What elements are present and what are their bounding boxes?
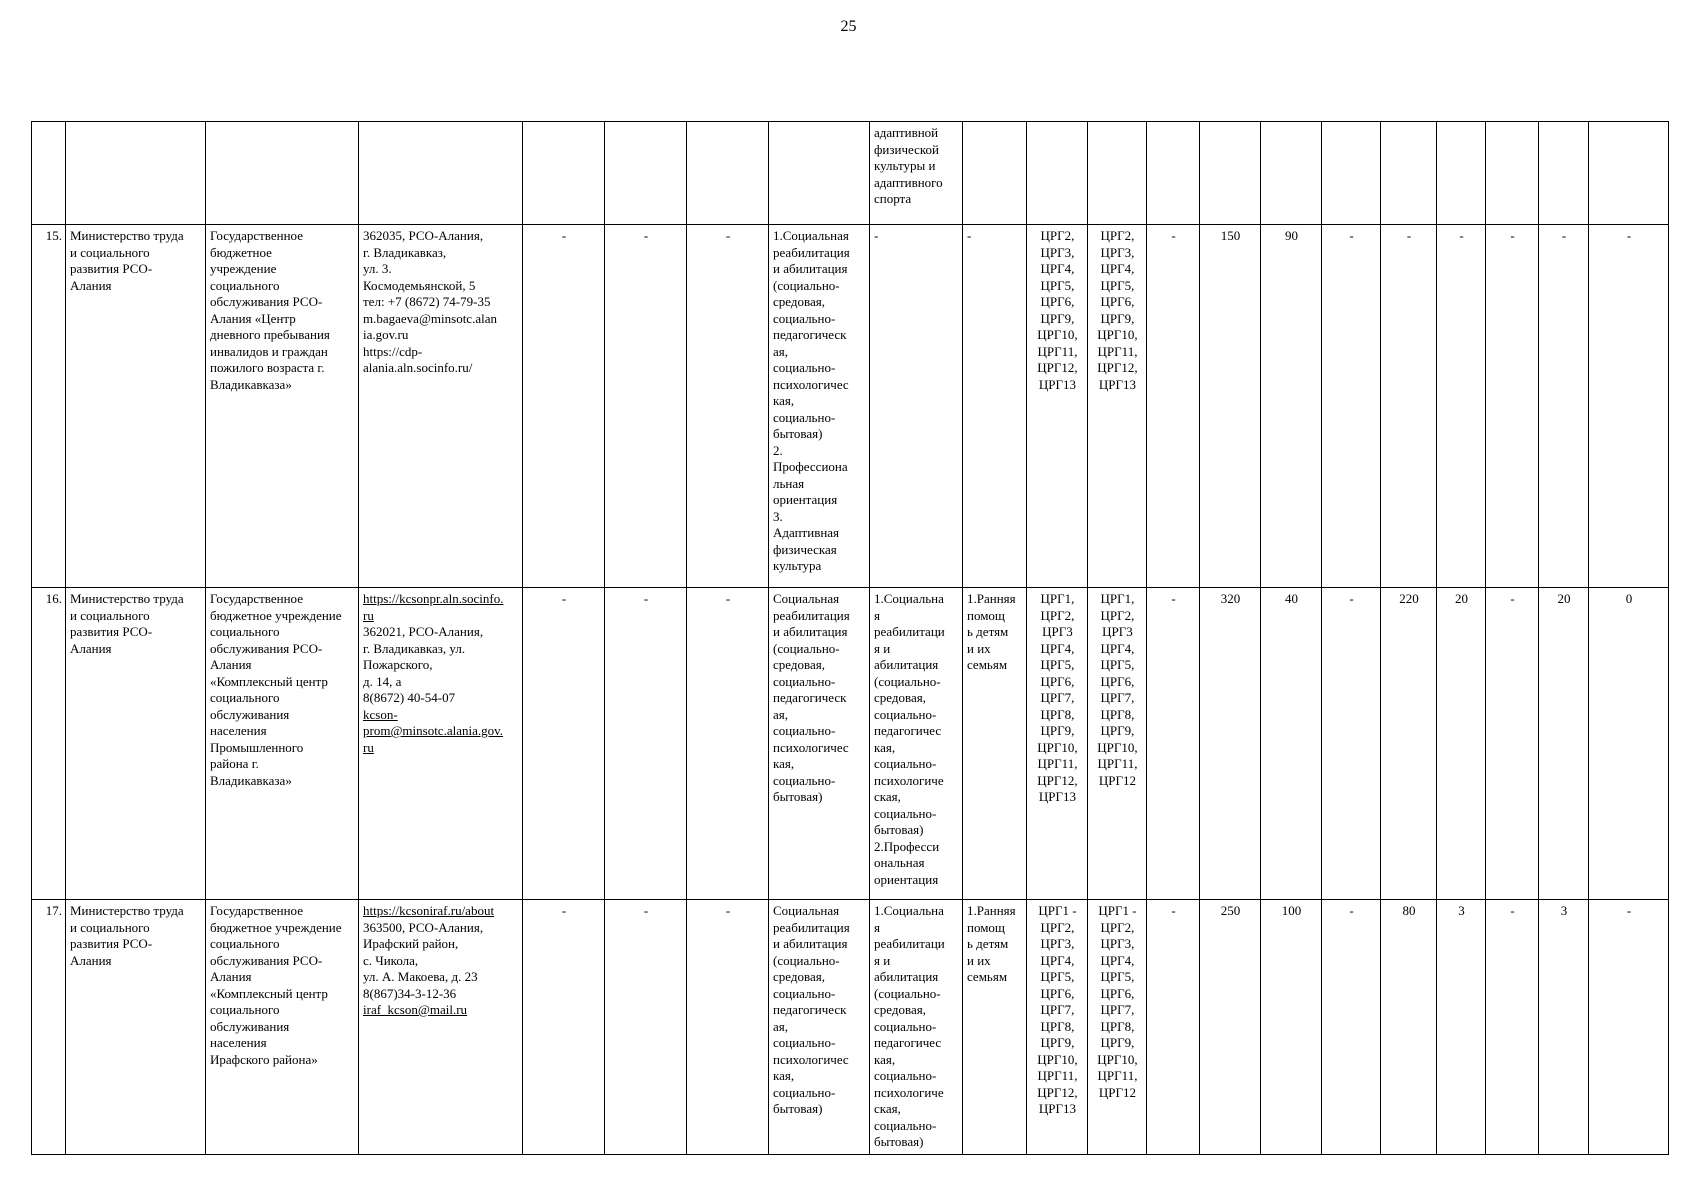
value-text-3: 100: [1281, 903, 1302, 918]
value-cell-4: [1322, 588, 1381, 900]
programs-text: 1.Социальна я реабилитаци я и абилитация (социально- средовая, социально- педагогичес кая, социально- психологиче ская, социально- бытовая) 2.Професси ональная ориентация: [874, 591, 945, 887]
institution-cell: [206, 225, 359, 588]
services-cell: [769, 122, 870, 225]
col6-text: -: [643, 228, 649, 243]
target-groups-cell: [1027, 588, 1088, 900]
ministry-cell: [66, 900, 206, 1155]
value-cell-5: [1381, 588, 1437, 900]
value-text-7: -: [1510, 903, 1515, 918]
programs-text: адаптивной физической культуры и адаптивного спорта: [874, 125, 943, 206]
value-cell-7: [1486, 900, 1539, 1155]
col6-cell: [605, 900, 687, 1155]
ministry-cell: [66, 122, 206, 225]
value-cell-5: [1381, 225, 1437, 588]
value-text-7: -: [1510, 228, 1515, 243]
target-groups-cell: [1027, 900, 1088, 1155]
col7-cell: [687, 588, 769, 900]
value-cell-6: [1437, 122, 1486, 225]
ministry-text: Министерство труда и социального развития РСО- Алания: [70, 591, 184, 656]
services-text: 1.Социальная реабилитация и абилитация (социально- средовая, социально- педагогическ ая, социально- психологичес кая, социально- бытовая) 2. Профессиона льная ориентация 3. Адаптивная физическая культура: [773, 228, 850, 573]
contacts-cell: [359, 122, 523, 225]
col7-text: -: [725, 591, 731, 606]
programs-cell: [870, 588, 963, 900]
target-groups-text: ЦРГ1, ЦРГ2, ЦРГ3 ЦРГ4, ЦРГ5, ЦРГ6, ЦРГ7, ЦРГ8, ЦРГ9, ЦРГ10, ЦРГ11, ЦРГ12, ЦРГ13: [1037, 591, 1078, 804]
early-help-cell: [963, 900, 1027, 1155]
value-text-2: 250: [1220, 903, 1241, 918]
value-cell-6: [1437, 588, 1486, 900]
value-text-3: 90: [1285, 228, 1298, 243]
early-help-text: 1.Ранняя помощ ь детям и их семьям: [967, 903, 1016, 984]
ministry-cell: [66, 225, 206, 588]
services-cell: [769, 225, 870, 588]
contacts-cell: [359, 225, 523, 588]
col6-text: -: [643, 903, 649, 918]
value-cell-4: [1322, 122, 1381, 225]
value-cell-3: [1261, 588, 1322, 900]
value-cell-3: [1261, 122, 1322, 225]
row-number-text: 16.: [45, 591, 62, 606]
value-cell-9: [1589, 900, 1669, 1155]
ministry-text: Министерство труда и социального развития РСО- Алания: [70, 228, 184, 293]
row-number-cell: [32, 225, 66, 588]
value-cell-4: [1322, 225, 1381, 588]
early-help-cell: [963, 588, 1027, 900]
institution-cell: [206, 122, 359, 225]
col6-text: -: [643, 591, 649, 606]
institution-text: Государственное бюджетное учреждение социального обслуживания РСО- Алания «Комплексный центр социального обслуживания населения Ирафского района»: [210, 903, 342, 1067]
value-text-6: 3: [1458, 903, 1465, 918]
value-text-3: 40: [1285, 591, 1298, 606]
email-link[interactable]: iraf_kcson@mail.ru: [363, 1002, 468, 1017]
col7-text: -: [725, 903, 731, 918]
col6-cell: [605, 588, 687, 900]
value-cell-1: [1147, 225, 1200, 588]
contacts-text: 363500, РСО-Алания, Ирафский район, с. Чикола, ул. А. Макоева, д. 23 8(867)34-3-12-36: [363, 919, 484, 1001]
institution-text: Государственное бюджетное учреждение социального обслуживания РСО- Алания «Центр дневного пребывания инвалидов и граждан пожилого возраста г. Владикавказа»: [210, 228, 330, 392]
programs-text: 1.Социальна я реабилитаци я и абилитация (социально- средовая, социально- педагогичес кая, социально- психологиче ская, социально- бытовая): [874, 903, 945, 1149]
page-number: 25: [840, 18, 857, 35]
value-cell-9: [1589, 588, 1669, 900]
value-text-9: 0: [1625, 591, 1633, 606]
col5-cell: [523, 122, 605, 225]
col5-cell: [523, 588, 605, 900]
value-cell-2: [1200, 588, 1261, 900]
value-text-5: 80: [1402, 903, 1416, 918]
target-groups-cell: [1027, 122, 1088, 225]
value-text-6: 20: [1455, 591, 1468, 606]
organizations-table: [31, 121, 1669, 1155]
programs-cell: [870, 225, 963, 588]
services-cell: [769, 900, 870, 1155]
value-text-1: -: [1171, 903, 1176, 918]
programs-cell: [870, 122, 963, 225]
value-cell-7: [1486, 588, 1539, 900]
target-groups-served-cell: [1088, 225, 1147, 588]
row-number-cell: [32, 122, 66, 225]
value-text-4: -: [1349, 903, 1354, 918]
value-text-2: 320: [1220, 591, 1241, 606]
value-text-5: 220: [1399, 591, 1419, 606]
programs-cell: [870, 900, 963, 1155]
contacts-cell: [359, 588, 523, 900]
early-help-text: -: [967, 228, 972, 243]
value-cell-2: [1200, 225, 1261, 588]
target-groups-served-cell: [1088, 588, 1147, 900]
value-cell-8: [1539, 225, 1589, 588]
programs-text: -: [874, 228, 879, 243]
contacts-text: 362035, РСО-Алания, г. Владикавказ, ул. 3. Космодемьянской, 5 тел: +7 (8672) 74-79-35 m.bagaeva@minsotc.alan ia.gov.ru https://cdp- alania.aln.socinfo.ru/: [363, 228, 497, 375]
value-cell-3: [1261, 900, 1322, 1155]
value-text-4: -: [1349, 228, 1354, 243]
value-text-8: 3: [1560, 903, 1568, 918]
value-cell-1: [1147, 900, 1200, 1155]
value-text-8: 20: [1557, 591, 1571, 606]
value-cell-9: [1589, 122, 1669, 225]
value-cell-2: [1200, 900, 1261, 1155]
value-cell-8: [1539, 588, 1589, 900]
value-cell-6: [1437, 225, 1486, 588]
col5-text: -: [561, 228, 567, 243]
value-cell-8: [1539, 900, 1589, 1155]
website-link[interactable]: https://kcsonpr.aln.socinfo. ru: [363, 591, 504, 623]
email-link[interactable]: kcson- prom@minsotc.alania.gov. ru: [363, 706, 504, 755]
value-cell-5: [1381, 122, 1437, 225]
value-text-5: -: [1406, 228, 1412, 243]
col7-cell: [687, 225, 769, 588]
early-help-text: 1.Ранняя помощ ь детям и их семьям: [967, 591, 1016, 672]
col7-cell: [687, 122, 769, 225]
target-groups-served-text: ЦРГ1, ЦРГ2, ЦРГ3 ЦРГ4, ЦРГ5, ЦРГ6, ЦРГ7, ЦРГ8, ЦРГ9, ЦРГ10, ЦРГ11, ЦРГ12: [1097, 591, 1138, 788]
table-row: [32, 225, 1669, 588]
value-cell-1: [1147, 122, 1200, 225]
value-text-1: -: [1171, 228, 1176, 243]
value-cell-6: [1437, 900, 1486, 1155]
institution-cell: [206, 900, 359, 1155]
row-number-text: 15.: [45, 228, 62, 243]
ministry-text: Министерство труда и социального развития РСО- Алания: [70, 903, 184, 968]
table-row: [32, 122, 1669, 225]
col5-text: -: [561, 591, 567, 606]
value-text-9: -: [1626, 903, 1632, 918]
ministry-cell: [66, 588, 206, 900]
value-cell-9: [1589, 225, 1669, 588]
target-groups-served-cell: [1088, 900, 1147, 1155]
col7-text: -: [725, 228, 731, 243]
value-text-8: -: [1561, 228, 1567, 243]
table-row: [32, 900, 1669, 1155]
col7-cell: [687, 900, 769, 1155]
services-cell: [769, 588, 870, 900]
row-number-cell: [32, 900, 66, 1155]
target-groups-served-cell: [1088, 122, 1147, 225]
value-cell-8: [1539, 122, 1589, 225]
target-groups-served-text: ЦРГ2, ЦРГ3, ЦРГ4, ЦРГ5, ЦРГ6, ЦРГ9, ЦРГ10, ЦРГ11, ЦРГ12, ЦРГ13: [1097, 228, 1138, 392]
value-text-2: 150: [1220, 228, 1241, 243]
table-row: [32, 588, 1669, 900]
col6-cell: [605, 122, 687, 225]
value-cell-4: [1322, 900, 1381, 1155]
contacts-cell: [359, 900, 523, 1155]
target-groups-cell: [1027, 225, 1088, 588]
col5-text: -: [561, 903, 567, 918]
target-groups-text: ЦРГ2, ЦРГ3, ЦРГ4, ЦРГ5, ЦРГ6, ЦРГ9, ЦРГ10, ЦРГ11, ЦРГ12, ЦРГ13: [1037, 228, 1078, 392]
institution-text: Государственное бюджетное учреждение социального обслуживания РСО- Алания «Комплексный центр социального обслуживания населения Промышленного района г. Владикавказа»: [210, 591, 342, 788]
col5-cell: [523, 900, 605, 1155]
value-cell-1: [1147, 588, 1200, 900]
value-cell-7: [1486, 122, 1539, 225]
services-text: Социальная реабилитация и абилитация (социально- средовая, социально- педагогическ ая, социально- психологичес кая, социально- бытовая): [773, 591, 850, 804]
value-text-9: -: [1626, 228, 1632, 243]
value-text-7: -: [1510, 591, 1515, 606]
value-cell-3: [1261, 225, 1322, 588]
website-link[interactable]: https://kcsoniraf.ru/about: [363, 903, 495, 918]
services-text: Социальная реабилитация и абилитация (социально- средовая, социально- педагогическ ая, социально- психологичес кая, социально- бытовая): [773, 903, 850, 1116]
institution-cell: [206, 588, 359, 900]
value-text-6: -: [1459, 228, 1464, 243]
col6-cell: [605, 225, 687, 588]
early-help-cell: [963, 122, 1027, 225]
row-number-cell: [32, 588, 66, 900]
contacts-text: 362021, РСО-Алания, г. Владикавказ, ул. Пожарского, д. 14, а 8(8672) 40-54-07: [363, 624, 484, 705]
early-help-cell: [963, 225, 1027, 588]
value-text-4: -: [1349, 591, 1354, 606]
value-cell-5: [1381, 900, 1437, 1155]
row-number-text: 17.: [45, 903, 62, 918]
col5-cell: [523, 225, 605, 588]
value-text-1: -: [1171, 591, 1176, 606]
target-groups-text: ЦРГ1 - ЦРГ2, ЦРГ3, ЦРГ4, ЦРГ5, ЦРГ6, ЦРГ7, ЦРГ8, ЦРГ9, ЦРГ10, ЦРГ11, ЦРГ12, ЦРГ13: [1037, 903, 1078, 1116]
target-groups-served-text: ЦРГ1 - ЦРГ2, ЦРГ3, ЦРГ4, ЦРГ5, ЦРГ6, ЦРГ7, ЦРГ8, ЦРГ9, ЦРГ10, ЦРГ11, ЦРГ12: [1097, 903, 1138, 1100]
value-cell-7: [1486, 225, 1539, 588]
value-cell-2: [1200, 122, 1261, 225]
